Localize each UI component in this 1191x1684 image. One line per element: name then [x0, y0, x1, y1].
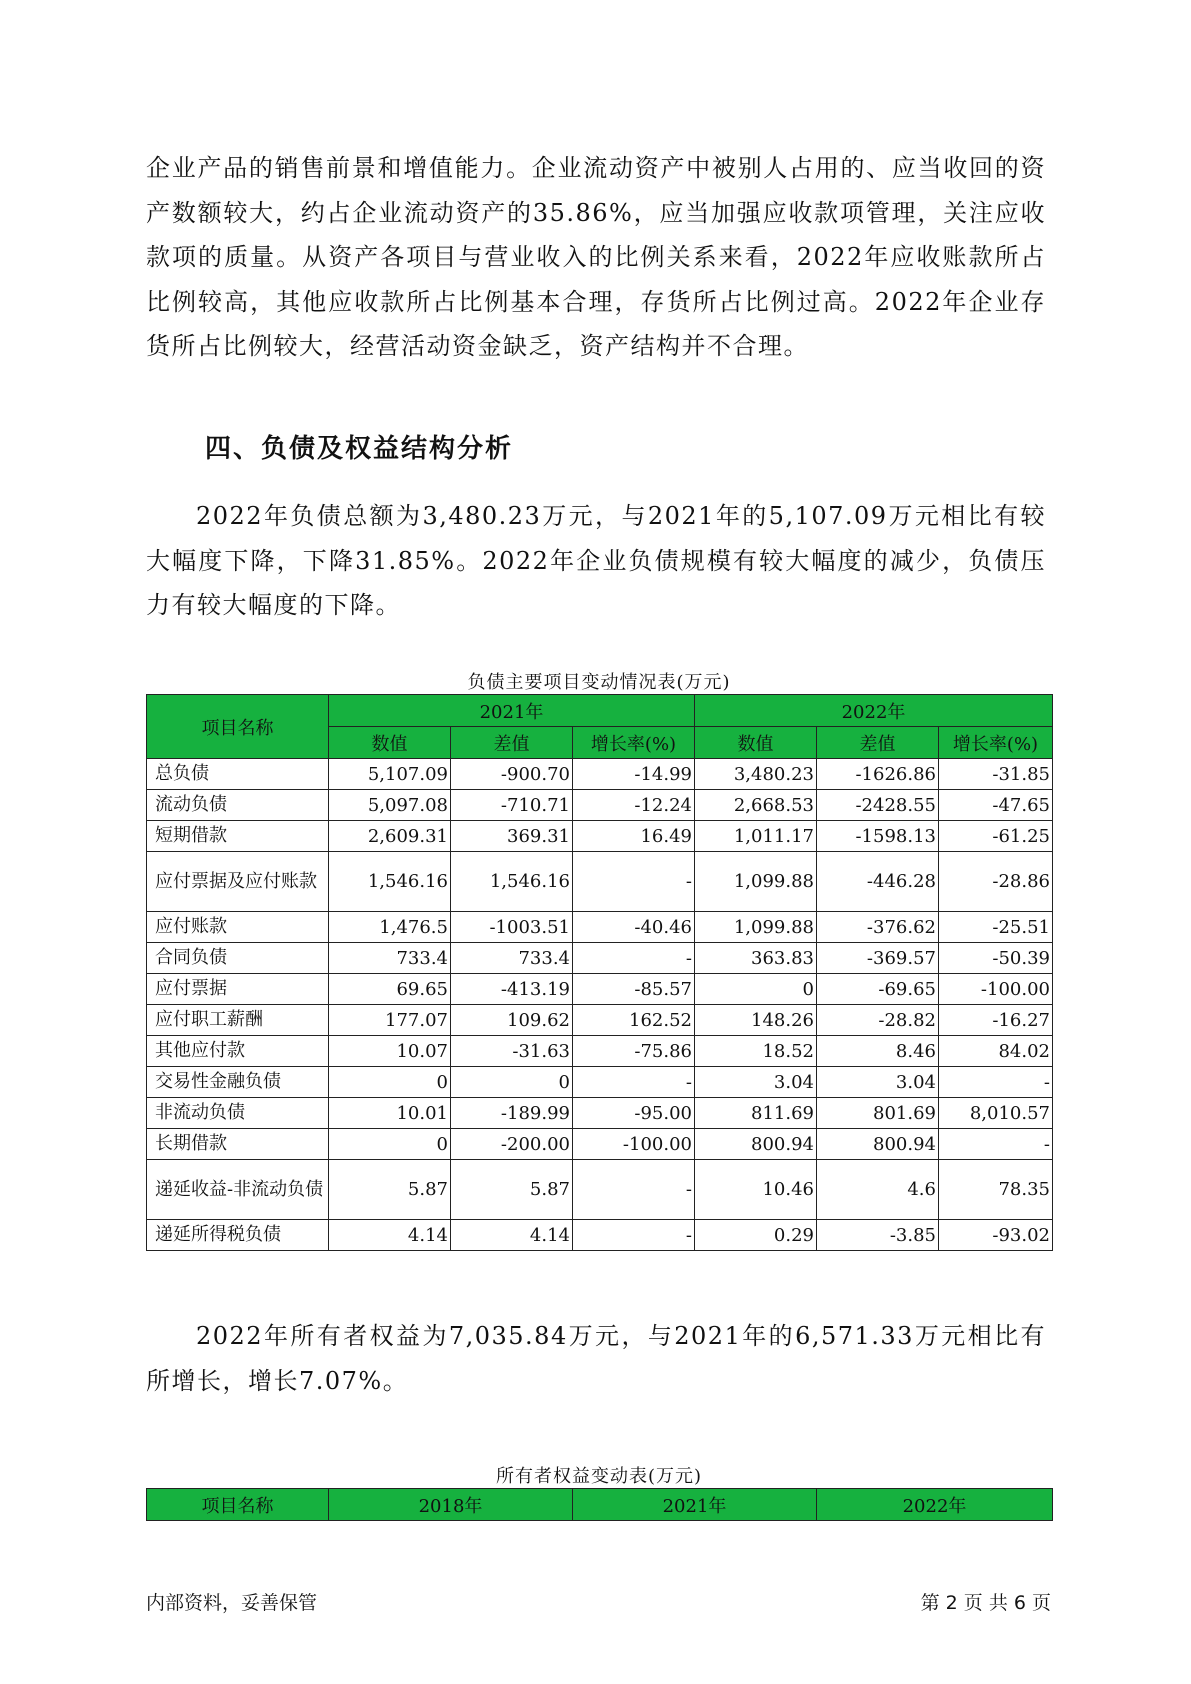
header-growth-2022: 增长率(%) [939, 727, 1053, 759]
table-row [147, 1220, 1053, 1251]
cell-d21: -1003.51 [451, 912, 573, 943]
equity-header-item-name: 项目名称 [147, 1489, 329, 1521]
cell-v22: 3,480.23 [695, 759, 817, 790]
equity-header-year-2022: 2022年 [817, 1489, 1053, 1521]
cell-d22: -1598.13 [817, 821, 939, 852]
cell-g21: - [573, 852, 695, 912]
cell-v22: 363.83 [695, 943, 817, 974]
header-item-name: 项目名称 [147, 695, 329, 759]
cell-v22: 1,011.17 [695, 821, 817, 852]
cell-g21: -85.57 [573, 974, 695, 1005]
table-row [147, 1098, 1053, 1129]
row-item-name: 递延所得税负债 [147, 1220, 329, 1251]
cell-g22: 84.02 [939, 1036, 1053, 1067]
cell-d22: -28.82 [817, 1005, 939, 1036]
header-year-2022: 2022年 [695, 695, 1053, 727]
cell-d21: 1,546.16 [451, 852, 573, 912]
cell-v22: 811.69 [695, 1098, 817, 1129]
cell-v21: 733.4 [329, 943, 451, 974]
cell-g21: - [573, 943, 695, 974]
cell-d21: 369.31 [451, 821, 573, 852]
table-row [147, 1005, 1053, 1036]
cell-g21: -40.46 [573, 912, 695, 943]
equity-header-year-2018: 2018年 [329, 1489, 573, 1521]
equity-paragraph: 2022年所有者权益为7,035.84万元，与2021年的6,571.33万元相比有所增长，增长7.07%。 [146, 1322, 1046, 1395]
cell-v22: 148.26 [695, 1005, 817, 1036]
row-item-name: 交易性金融负债 [147, 1067, 329, 1098]
table-row [147, 1036, 1053, 1067]
cell-d21: 733.4 [451, 943, 573, 974]
table-row [147, 912, 1053, 943]
equity-table [146, 1488, 1053, 1521]
cell-g22: 8,010.57 [939, 1098, 1053, 1129]
cell-v22: 10.46 [695, 1160, 817, 1220]
cell-v22: 18.52 [695, 1036, 817, 1067]
table-row [147, 852, 1053, 912]
cell-d22: -1626.86 [817, 759, 939, 790]
cell-v21: 5,097.08 [329, 790, 451, 821]
row-item-name: 其他应付款 [147, 1036, 329, 1067]
header-year-2021: 2021年 [329, 695, 695, 727]
intro-paragraph: 企业产品的销售前景和增值能力。企业流动资产中被别人占用的、应当收回的资产数额较大，约占企业流动资产的35.86%，应当加强应收款项管理，关注应收款项的质量。从资产各项目与营业收入的比例关系来看，2022年应收账款所占比例较高，其他应收款所占比例基本合理，存货所占比例过高。2022年企业存货所占比例较大，经营活动资金缺乏，资产结构并不合理。 [146, 154, 1046, 360]
row-item-name: 合同负债 [147, 943, 329, 974]
cell-g22: -50.39 [939, 943, 1053, 974]
cell-g21: -12.24 [573, 790, 695, 821]
cell-v21: 0 [329, 1129, 451, 1160]
cell-g21: 162.52 [573, 1005, 695, 1036]
cell-d21: 4.14 [451, 1220, 573, 1251]
table-row [147, 1129, 1053, 1160]
cell-g22: -28.86 [939, 852, 1053, 912]
cell-d22: -69.65 [817, 974, 939, 1005]
cell-g21: - [573, 1067, 695, 1098]
cell-v21: 10.07 [329, 1036, 451, 1067]
cell-d22: -369.57 [817, 943, 939, 974]
cell-d21: -900.70 [451, 759, 573, 790]
header-growth-2021: 增长率(%) [573, 727, 695, 759]
cell-g21: -100.00 [573, 1129, 695, 1160]
cell-d22: 3.04 [817, 1067, 939, 1098]
cell-v21: 4.14 [329, 1220, 451, 1251]
cell-v21: 5,107.09 [329, 759, 451, 790]
cell-g21: -75.86 [573, 1036, 695, 1067]
cell-d22: 8.46 [817, 1036, 939, 1067]
table-row [147, 1160, 1053, 1220]
footer-confidential-note: 内部资料，妥善保管 [146, 1592, 318, 1614]
cell-v21: 1,546.16 [329, 852, 451, 912]
cell-g21: - [573, 1220, 695, 1251]
table-row [147, 759, 1053, 790]
liability-paragraph: 2022年负债总额为3,480.23万元，与2021年的5,107.09万元相比有较大幅度下降，下降31.85%。2022年企业负债规模有较大幅度的减少，负债压力有较大幅度的下降。 [146, 502, 1046, 619]
cell-d21: -189.99 [451, 1098, 573, 1129]
row-item-name: 递延收益-非流动负债 [147, 1160, 329, 1220]
header-diff-2021: 差值 [451, 727, 573, 759]
cell-d22: -2428.55 [817, 790, 939, 821]
cell-v22: 1,099.88 [695, 852, 817, 912]
header-value-2022: 数值 [695, 727, 817, 759]
cell-g22: -25.51 [939, 912, 1053, 943]
row-item-name: 流动负债 [147, 790, 329, 821]
cell-g21: -95.00 [573, 1098, 695, 1129]
section-heading: 四、负债及权益结构分析 [205, 434, 514, 464]
row-item-name: 长期借款 [147, 1129, 329, 1160]
cell-g22: 78.35 [939, 1160, 1053, 1220]
cell-v21: 0 [329, 1067, 451, 1098]
cell-v22: 3.04 [695, 1067, 817, 1098]
row-item-name: 非流动负债 [147, 1098, 329, 1129]
cell-g21: -14.99 [573, 759, 695, 790]
cell-d21: -710.71 [451, 790, 573, 821]
row-item-name: 应付账款 [147, 912, 329, 943]
cell-d21: 109.62 [451, 1005, 573, 1036]
cell-d22: 800.94 [817, 1129, 939, 1160]
cell-g21: - [573, 1160, 695, 1220]
table-row [147, 943, 1053, 974]
row-item-name: 应付票据 [147, 974, 329, 1005]
cell-d22: 4.6 [817, 1160, 939, 1220]
cell-d22: -3.85 [817, 1220, 939, 1251]
cell-d22: -446.28 [817, 852, 939, 912]
header-value-2021: 数值 [329, 727, 451, 759]
cell-d21: -31.63 [451, 1036, 573, 1067]
cell-d21: 0 [451, 1067, 573, 1098]
cell-g22: - [939, 1067, 1053, 1098]
cell-v21: 177.07 [329, 1005, 451, 1036]
cell-v22: 1,099.88 [695, 912, 817, 943]
cell-d21: -200.00 [451, 1129, 573, 1160]
cell-g22: -100.00 [939, 974, 1053, 1005]
cell-g21: 16.49 [573, 821, 695, 852]
liability-table [146, 694, 1053, 1251]
table-row [147, 790, 1053, 821]
footer-page-number: 第 2 页 共 6 页 [920, 1592, 1051, 1614]
cell-v22: 800.94 [695, 1129, 817, 1160]
cell-g22: - [939, 1129, 1053, 1160]
equity-header-year-2021: 2021年 [573, 1489, 817, 1521]
cell-d22: -376.62 [817, 912, 939, 943]
header-diff-2022: 差值 [817, 727, 939, 759]
cell-d21: 5.87 [451, 1160, 573, 1220]
cell-v21: 10.01 [329, 1098, 451, 1129]
cell-g22: -16.27 [939, 1005, 1053, 1036]
cell-v22: 0.29 [695, 1220, 817, 1251]
table-row [147, 821, 1053, 852]
cell-d22: 801.69 [817, 1098, 939, 1129]
equity-table-caption: 所有者权益变动表(万元) [495, 1466, 703, 1487]
cell-d21: -413.19 [451, 974, 573, 1005]
row-item-name: 总负债 [147, 759, 329, 790]
cell-v21: 5.87 [329, 1160, 451, 1220]
cell-v22: 0 [695, 974, 817, 1005]
row-item-name: 应付职工薪酬 [147, 1005, 329, 1036]
cell-v21: 2,609.31 [329, 821, 451, 852]
cell-g22: -47.65 [939, 790, 1053, 821]
cell-v21: 1,476.5 [329, 912, 451, 943]
cell-v21: 69.65 [329, 974, 451, 1005]
table-row [147, 1067, 1053, 1098]
table-row [147, 974, 1053, 1005]
row-item-name: 短期借款 [147, 821, 329, 852]
cell-g22: -93.02 [939, 1220, 1053, 1251]
liability-table-caption: 负债主要项目变动情况表(万元) [467, 672, 731, 693]
row-item-name: 应付票据及应付账款 [147, 852, 329, 912]
cell-v22: 2,668.53 [695, 790, 817, 821]
cell-g22: -61.25 [939, 821, 1053, 852]
cell-g22: -31.85 [939, 759, 1053, 790]
